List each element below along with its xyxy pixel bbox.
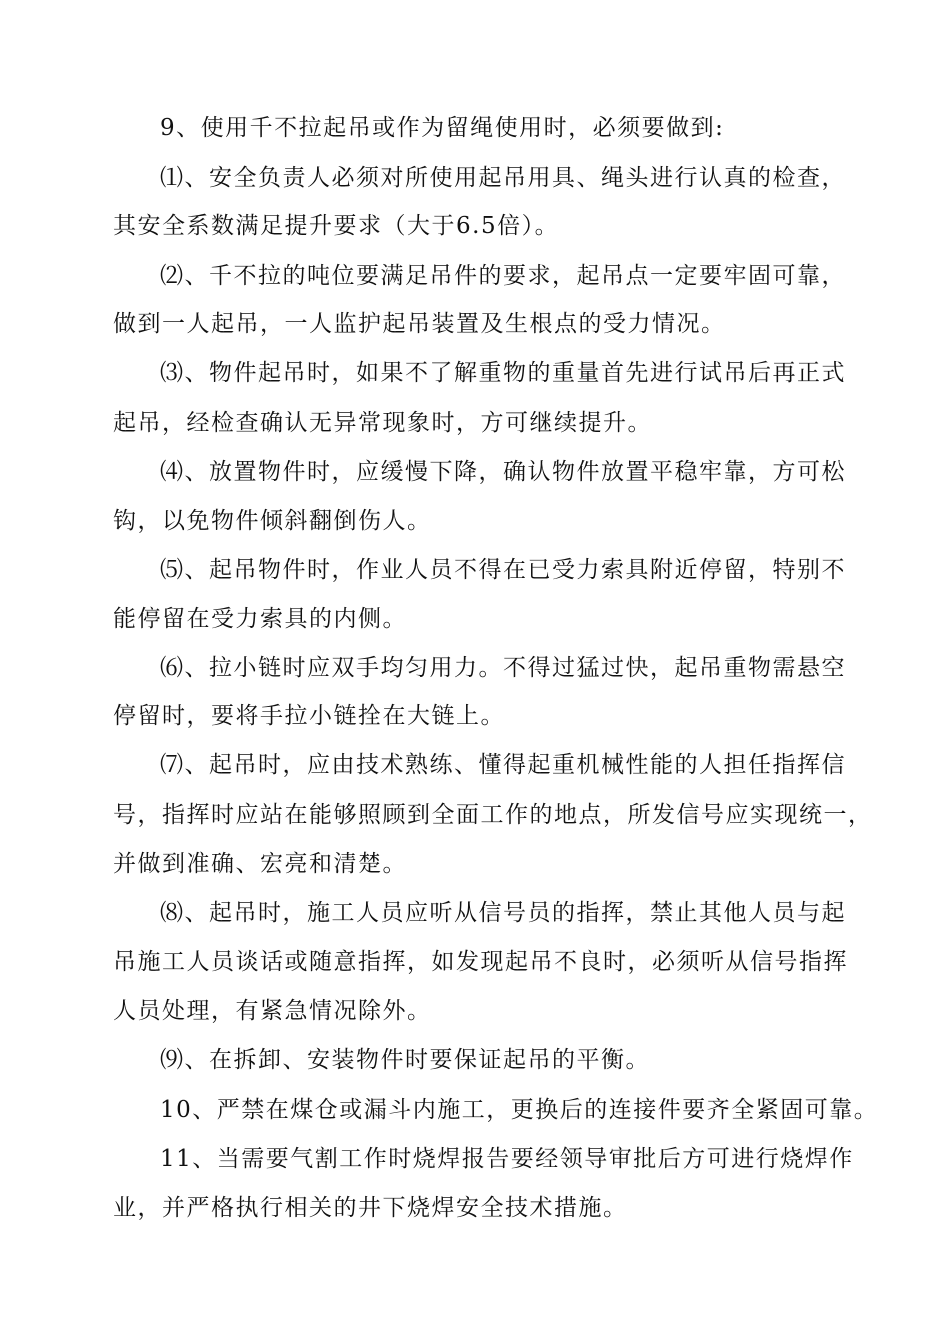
item-9-2-line-1: ⑵、千不拉的吨位要满足吊件的要求，起吊点一定要牢固可靠，	[160, 263, 846, 289]
item-9-6-line-2: 停留时，要将手拉小链拴在大链上。	[113, 703, 505, 729]
item-9-1-line-1: ⑴、安全负责人必须对所使用起吊用具、绳头进行认真的检查，	[160, 165, 846, 191]
item-9-7-line-3: 并做到准确、宏亮和清楚。	[113, 851, 407, 877]
item-11-line-1: 11、当需要气割工作时烧焊报告要经领导审批后方可进行烧焊作	[160, 1146, 854, 1172]
item-9-4-line-1: ⑷、放置物件时，应缓慢下降，确认物件放置平稳牢靠，方可松	[160, 459, 846, 485]
item-9-heading: 9、使用千不拉起吊或作为留绳使用时，必须要做到:	[160, 115, 725, 141]
item-9-7-line-2: 号，指挥时应站在能够照顾到全面工作的地点，所发信号应实现统一，	[113, 802, 873, 828]
item-9-5-line-1: ⑸、起吊物件时，作业人员不得在已受力索具附近停留，特别不	[160, 557, 846, 583]
item-9-8-line-3: 人员处理，有紧急情况除外。	[113, 998, 432, 1024]
item-9-8-line-2: 吊施工人员谈话或随意指挥，如发现起吊不良时，必须听从信号指挥	[113, 949, 848, 975]
item-11-line-2: 业，并严格执行相关的井下烧焊安全技术措施。	[113, 1195, 628, 1221]
item-9-7-line-1: ⑺、起吊时，应由技术熟练、懂得起重机械性能的人担任指挥信	[160, 752, 846, 778]
item-9-8-line-1: ⑻、起吊时，施工人员应听从信号员的指挥，禁止其他人员与起	[160, 900, 846, 926]
item-9-6-line-1: ⑹、拉小链时应双手均匀用力。不得过猛过快，起吊重物需悬空	[160, 655, 846, 681]
item-9-5-line-2: 能停留在受力索具的内侧。	[113, 606, 407, 632]
item-9-3-line-1: ⑶、物件起吊时，如果不了解重物的重量首先进行试吊后再正式	[160, 360, 846, 386]
item-9-3-line-2: 起吊，经检查确认无异常现象时，方可继续提升。	[113, 410, 652, 436]
item-9-1-line-2: 其安全系数满足提升要求（大于6.5倍）。	[113, 213, 560, 239]
item-9-9-line-1: ⑼、在拆卸、安装物件时要保证起吊的平衡。	[160, 1047, 650, 1073]
item-10-line-1: 10、严禁在煤仓或漏斗内施工，更换后的连接件要齐全紧固可靠。	[160, 1097, 879, 1123]
item-9-2-line-2: 做到一人起吊，一人监护起吊装置及生根点的受力情况。	[113, 311, 726, 337]
item-9-4-line-2: 钩，以免物件倾斜翻倒伤人。	[113, 508, 432, 534]
